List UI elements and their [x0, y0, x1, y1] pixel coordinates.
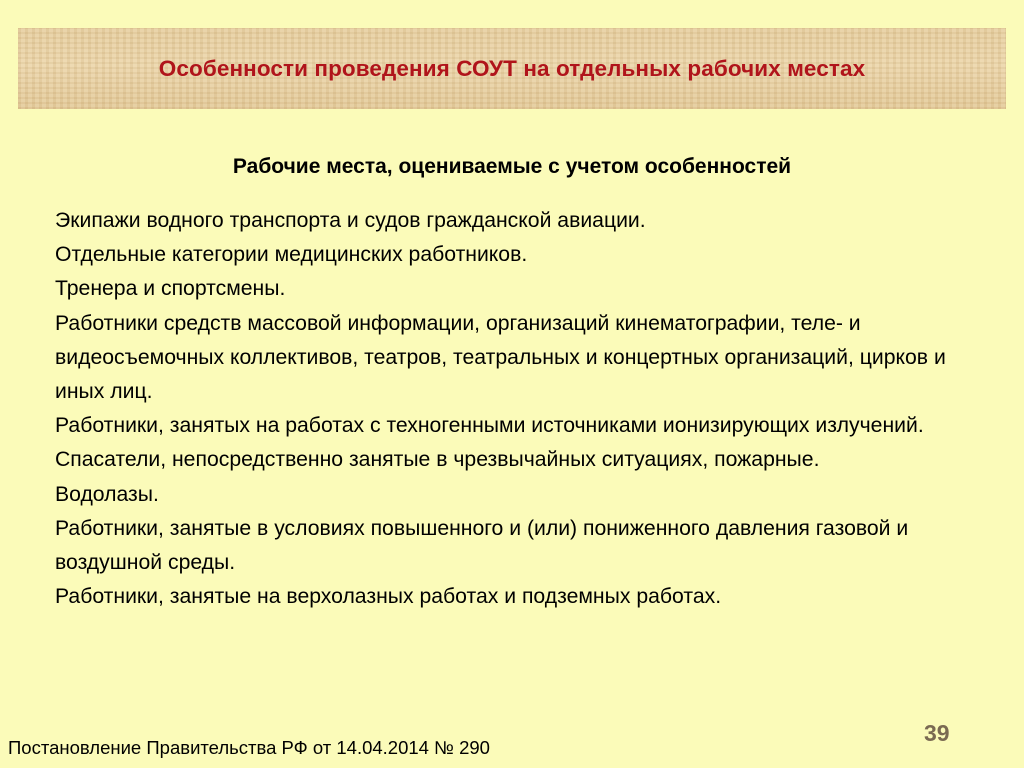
list-item: Тренера и спортсмены. — [55, 277, 286, 301]
slide-subtitle: Рабочие места, оцениваемые с учетом особенностей — [232, 155, 792, 178]
slide-title: Особенности проведения СОУТ на отдельных рабочих местах — [158, 55, 866, 81]
page-number: 39 — [924, 720, 950, 746]
list-item: Работники, занятые в условиях повышенного и (или) пониженного давления газовой и воздушной среды. — [55, 516, 909, 575]
list-item: Работники средств массовой информации, организаций кинематографии, теле- и видеосъемочных коллективов, театров, театральных и концертных организаций, цирков и иных лиц. — [55, 311, 946, 404]
workplace-list — [55, 204, 975, 614]
list-item: Работники, занятые на верхолазных работах и подземных работах. — [55, 585, 722, 609]
list-item: Спасатели, непосредственно занятые в чрезвычайных ситуациях, пожарные. — [55, 448, 820, 472]
list-item: Отдельные категории медицинских работников. — [55, 243, 528, 267]
list-item: Работники, занятых на работах с техногенными источниками ионизирующих излучений. — [55, 414, 924, 438]
title-banner — [18, 28, 1006, 109]
footer-source: Постановление Правительства РФ от 14.04.2014 № 290 — [8, 737, 490, 758]
list-item: Водолазы. — [55, 482, 159, 506]
list-item: Экипажи водного транспорта и судов гражданской авиации. — [55, 209, 646, 232]
